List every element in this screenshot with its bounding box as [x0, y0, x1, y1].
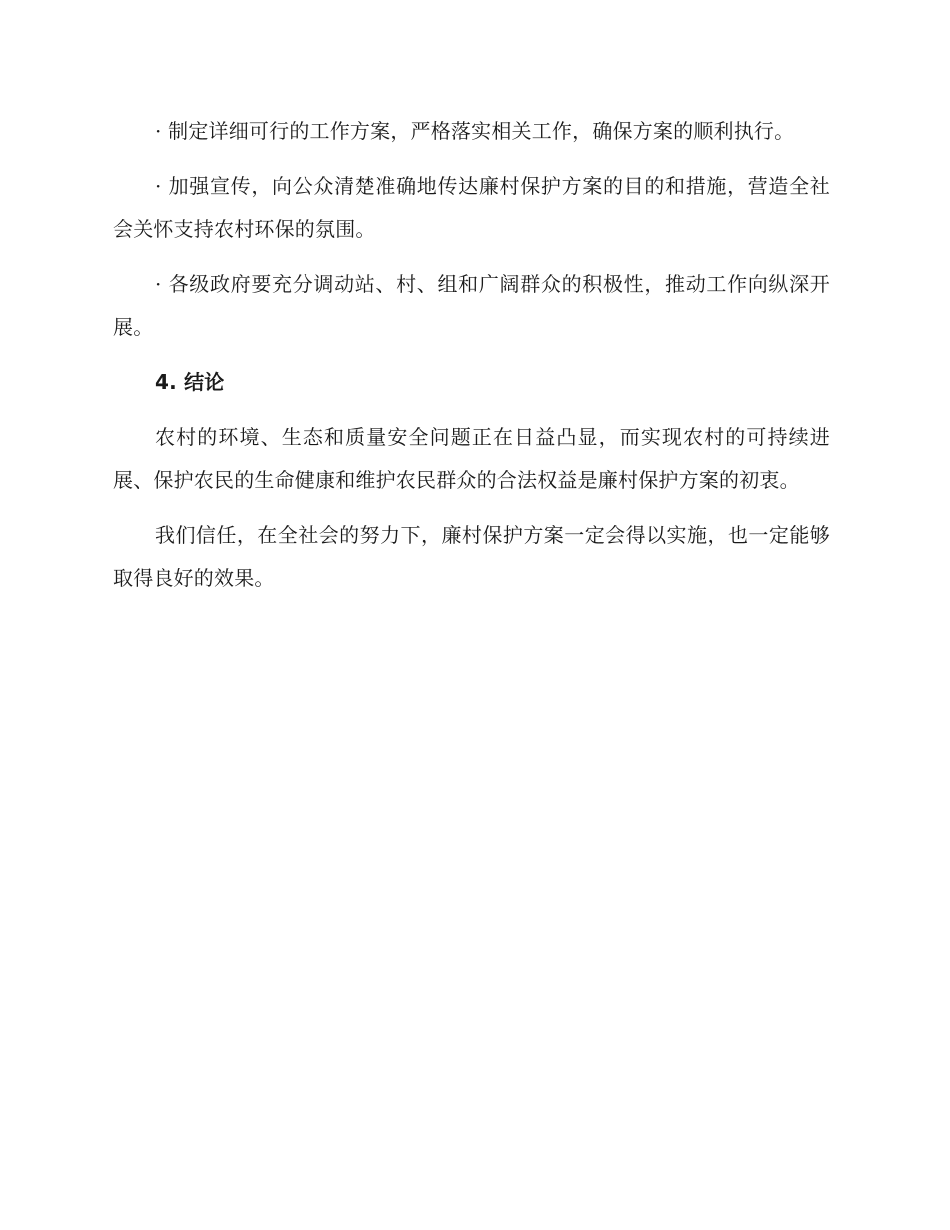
bullet-item-government-mobilization: · 各级政府要充分调动站、村、组和广阔群众的积极性，推动工作向纵深开展。 — [113, 272, 830, 339]
document-body — [113, 110, 830, 612]
bullet-item-work-plan: · 制定详细可行的工作方案，严格落实相关工作，确保方案的顺利执行。 — [155, 119, 795, 143]
conclusion-paragraph-2: 我们信任，在全社会的努力下，廉村保护方案一定会得以实施，也一定能够取得良好的效果。 — [113, 523, 830, 590]
bullet-item-publicity: · 加强宣传，向公众清楚准确地传达廉村保护方案的目的和措施，营造全社会关怀支持农村环保的氛围。 — [113, 174, 830, 241]
section-heading-conclusion: 4. 结论 — [155, 370, 225, 394]
conclusion-paragraph-1: 农村的环境、生态和质量安全问题正在日益凸显，而实现农村的可持续进展、保护农民的生命健康和维护农民群众的合法权益是廉村保护方案的初衷。 — [113, 425, 830, 492]
